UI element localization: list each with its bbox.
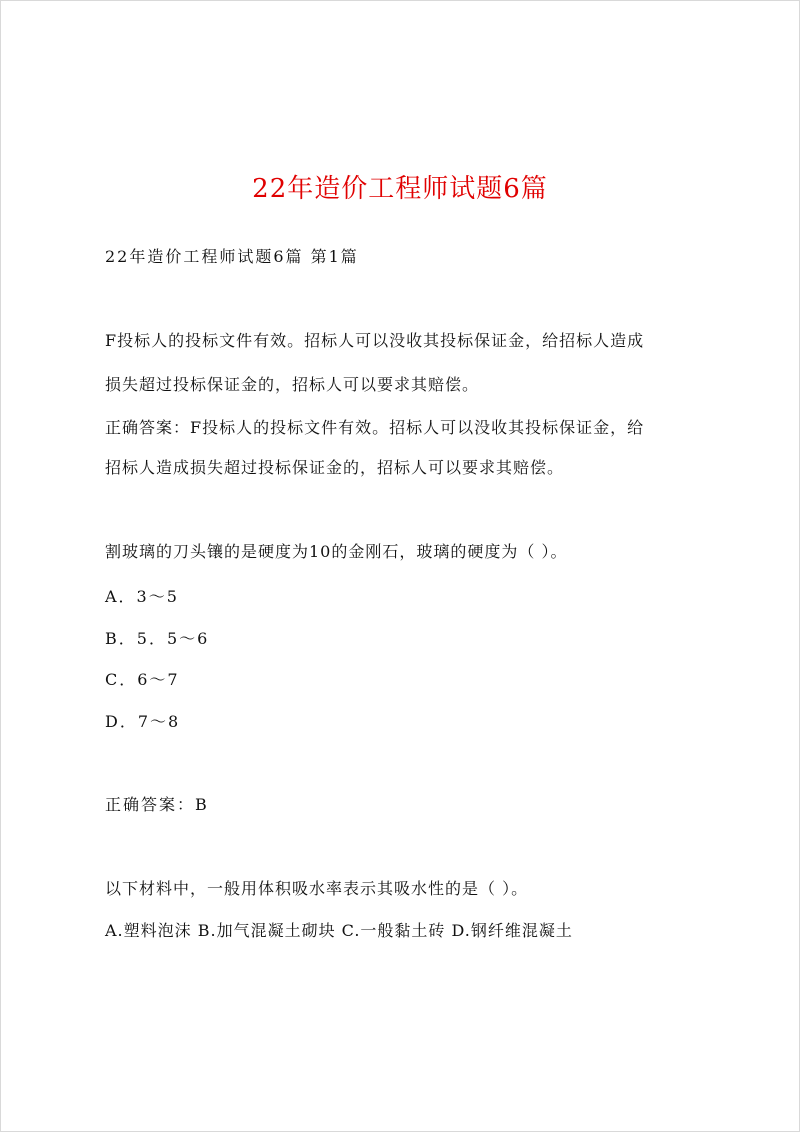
option-c: C．6～7 [105,670,180,689]
options-line: A.塑料泡沫 B.加气混凝土砌块 C.一般黏土砖 D.钢纤维混凝土 [105,921,573,940]
question-text: 割玻璃的刀头镶的是硬度为10的金刚石，玻璃的硬度为（ ）。 [105,542,568,561]
option-d: D．7～8 [105,712,181,731]
answer-line: 招标人造成损失超过投标保证金的，招标人可以要求其赔偿。 [105,458,565,477]
document-title: 22年造价工程师试题6篇 [252,174,548,204]
option-a: A．3～5 [105,587,179,606]
question-text: 以下材料中，一般用体积吸水率表示其吸水性的是（ ）。 [105,879,529,898]
paragraph-line: 损失超过投标保证金的，招标人可以要求其赔偿。 [105,375,480,394]
answer-text: 正确答案：B [105,795,209,814]
paragraph-line: F投标人的投标文件有效。招标人可以没收其投标保证金，给招标人造成 [105,331,645,350]
answer-line: 正确答案：F投标人的投标文件有效。招标人可以没收其投标保证金，给 [105,418,645,437]
option-b: B．5．5～6 [105,629,210,648]
document-subtitle: 22年造价工程师试题6篇 第1篇 [105,247,359,266]
